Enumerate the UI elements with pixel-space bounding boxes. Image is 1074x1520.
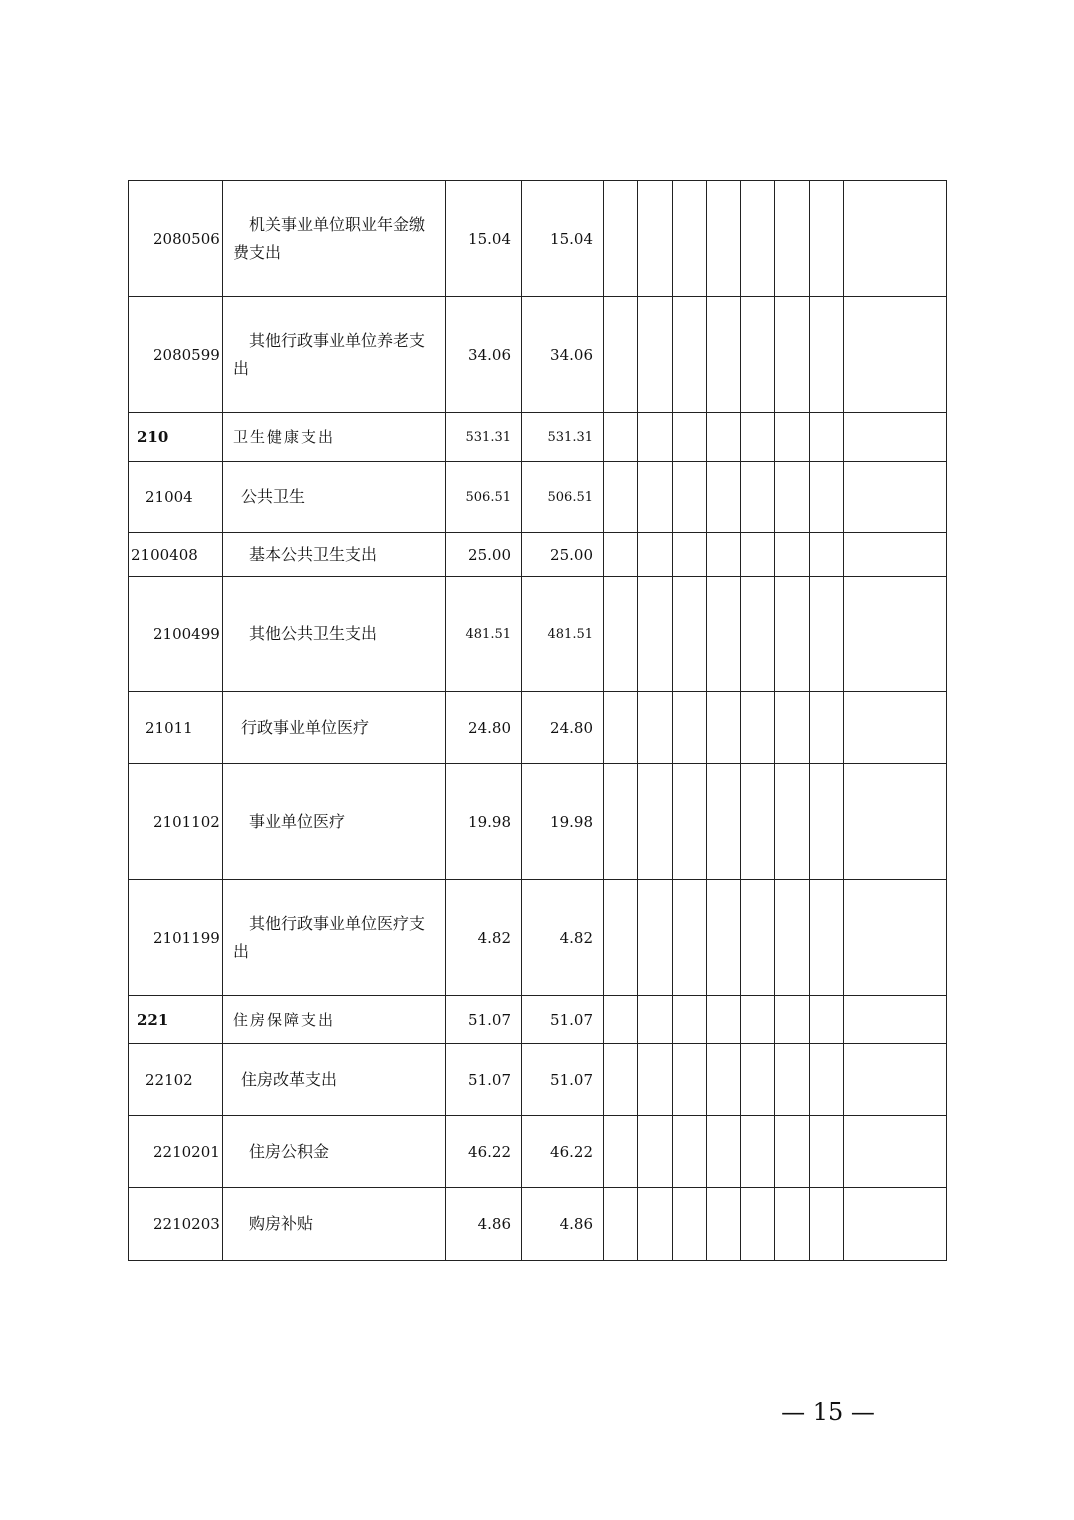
row-value: 34.06 <box>522 297 604 413</box>
empty-cell <box>638 533 673 577</box>
row-name: 事业单位医疗 <box>223 764 446 880</box>
empty-cell <box>844 996 947 1044</box>
row-name: 购房补贴 <box>223 1188 446 1261</box>
row-code: 210 <box>129 413 223 462</box>
empty-cell <box>810 533 844 577</box>
row-name: 基本公共卫生支出 <box>223 533 446 577</box>
empty-cell <box>604 1188 638 1261</box>
row-value: 19.98 <box>446 764 522 880</box>
empty-cell <box>810 692 844 764</box>
table-row <box>129 996 947 1044</box>
empty-cell <box>810 462 844 533</box>
empty-cell <box>707 577 741 692</box>
row-code: 2100499 <box>129 577 223 692</box>
empty-cell <box>707 1188 741 1261</box>
empty-cell <box>707 1116 741 1188</box>
empty-cell <box>673 1116 707 1188</box>
table-row <box>129 1116 947 1188</box>
page-number: — 15 — <box>781 1398 875 1426</box>
empty-cell <box>673 297 707 413</box>
empty-cell <box>810 1044 844 1116</box>
empty-cell <box>775 577 810 692</box>
row-name: 机关事业单位职业年金缴费支出 <box>223 181 446 297</box>
empty-cell <box>844 880 947 996</box>
row-name: 其他公共卫生支出 <box>223 577 446 692</box>
empty-cell <box>673 880 707 996</box>
budget-table-container <box>128 180 946 1261</box>
empty-cell <box>844 533 947 577</box>
table-row <box>129 577 947 692</box>
table-row <box>129 181 947 297</box>
empty-cell <box>673 1188 707 1261</box>
empty-cell <box>741 297 775 413</box>
empty-cell <box>707 413 741 462</box>
row-value: 531.31 <box>446 413 522 462</box>
empty-cell <box>707 533 741 577</box>
empty-cell <box>673 764 707 880</box>
row-value: 481.51 <box>522 577 604 692</box>
row-value: 481.51 <box>446 577 522 692</box>
row-value: 531.31 <box>522 413 604 462</box>
row-value: 25.00 <box>446 533 522 577</box>
empty-cell <box>604 413 638 462</box>
empty-cell <box>741 413 775 462</box>
row-value: 19.98 <box>522 764 604 880</box>
empty-cell <box>844 297 947 413</box>
empty-cell <box>707 1044 741 1116</box>
row-value: 51.07 <box>522 1044 604 1116</box>
row-name: 其他行政事业单位医疗支出 <box>223 880 446 996</box>
row-value: 24.80 <box>446 692 522 764</box>
empty-cell <box>707 880 741 996</box>
row-value: 4.86 <box>522 1188 604 1261</box>
row-value: 46.22 <box>446 1116 522 1188</box>
empty-cell <box>775 413 810 462</box>
empty-cell <box>844 413 947 462</box>
row-name: 住房改革支出 <box>223 1044 446 1116</box>
row-code: 2101199 <box>129 880 223 996</box>
empty-cell <box>604 462 638 533</box>
row-code: 21011 <box>129 692 223 764</box>
empty-cell <box>844 692 947 764</box>
empty-cell <box>741 996 775 1044</box>
empty-cell <box>638 1044 673 1116</box>
empty-cell <box>741 1044 775 1116</box>
row-value: 506.51 <box>522 462 604 533</box>
empty-cell <box>810 1188 844 1261</box>
empty-cell <box>638 297 673 413</box>
empty-cell <box>741 577 775 692</box>
row-code: 21004 <box>129 462 223 533</box>
empty-cell <box>638 1116 673 1188</box>
empty-cell <box>741 1188 775 1261</box>
table-row <box>129 462 947 533</box>
empty-cell <box>604 181 638 297</box>
empty-cell <box>775 996 810 1044</box>
row-value: 506.51 <box>446 462 522 533</box>
table-row <box>129 533 947 577</box>
empty-cell <box>638 692 673 764</box>
empty-cell <box>844 181 947 297</box>
empty-cell <box>844 1044 947 1116</box>
row-name: 住房公积金 <box>223 1116 446 1188</box>
empty-cell <box>844 764 947 880</box>
empty-cell <box>638 577 673 692</box>
table-row <box>129 692 947 764</box>
empty-cell <box>604 764 638 880</box>
row-value: 51.07 <box>446 1044 522 1116</box>
budget-table <box>128 180 947 1261</box>
row-code: 2080506 <box>129 181 223 297</box>
row-value: 15.04 <box>522 181 604 297</box>
empty-cell <box>673 462 707 533</box>
row-name: 公共卫生 <box>223 462 446 533</box>
empty-cell <box>844 462 947 533</box>
row-value: 46.22 <box>522 1116 604 1188</box>
empty-cell <box>707 996 741 1044</box>
empty-cell <box>638 996 673 1044</box>
row-name: 住房保障支出 <box>223 996 446 1044</box>
empty-cell <box>604 1116 638 1188</box>
empty-cell <box>707 692 741 764</box>
row-value: 51.07 <box>522 996 604 1044</box>
empty-cell <box>673 181 707 297</box>
empty-cell <box>844 1188 947 1261</box>
table-row <box>129 764 947 880</box>
empty-cell <box>638 1188 673 1261</box>
row-value: 51.07 <box>446 996 522 1044</box>
row-value: 34.06 <box>446 297 522 413</box>
empty-cell <box>775 764 810 880</box>
table-row <box>129 1044 947 1116</box>
empty-cell <box>775 297 810 413</box>
row-code: 2210203 <box>129 1188 223 1261</box>
table-row <box>129 880 947 996</box>
empty-cell <box>775 692 810 764</box>
row-code: 2101102 <box>129 764 223 880</box>
empty-cell <box>707 764 741 880</box>
empty-cell <box>741 181 775 297</box>
empty-cell <box>604 577 638 692</box>
empty-cell <box>810 996 844 1044</box>
empty-cell <box>810 764 844 880</box>
empty-cell <box>741 1116 775 1188</box>
row-value: 4.86 <box>446 1188 522 1261</box>
row-value: 4.82 <box>522 880 604 996</box>
row-name: 卫生健康支出 <box>223 413 446 462</box>
empty-cell <box>638 181 673 297</box>
empty-cell <box>604 692 638 764</box>
empty-cell <box>604 880 638 996</box>
empty-cell <box>707 297 741 413</box>
empty-cell <box>673 577 707 692</box>
empty-cell <box>775 1116 810 1188</box>
empty-cell <box>707 462 741 533</box>
empty-cell <box>741 533 775 577</box>
row-value: 15.04 <box>446 181 522 297</box>
table-row <box>129 413 947 462</box>
empty-cell <box>638 764 673 880</box>
empty-cell <box>844 1116 947 1188</box>
empty-cell <box>810 577 844 692</box>
empty-cell <box>741 880 775 996</box>
empty-cell <box>810 880 844 996</box>
empty-cell <box>673 413 707 462</box>
row-code: 2100408 <box>129 533 223 577</box>
empty-cell <box>844 577 947 692</box>
empty-cell <box>775 880 810 996</box>
empty-cell <box>775 1188 810 1261</box>
row-code: 221 <box>129 996 223 1044</box>
empty-cell <box>775 462 810 533</box>
empty-cell <box>604 996 638 1044</box>
empty-cell <box>741 692 775 764</box>
empty-cell <box>741 764 775 880</box>
table-row <box>129 1188 947 1261</box>
empty-cell <box>638 462 673 533</box>
row-code: 2080599 <box>129 297 223 413</box>
table-row <box>129 297 947 413</box>
row-value: 24.80 <box>522 692 604 764</box>
empty-cell <box>673 692 707 764</box>
empty-cell <box>673 996 707 1044</box>
row-code: 2210201 <box>129 1116 223 1188</box>
row-name: 其他行政事业单位养老支出 <box>223 297 446 413</box>
empty-cell <box>638 413 673 462</box>
row-code: 22102 <box>129 1044 223 1116</box>
row-name: 行政事业单位医疗 <box>223 692 446 764</box>
row-value: 4.82 <box>446 880 522 996</box>
empty-cell <box>810 413 844 462</box>
empty-cell <box>810 297 844 413</box>
empty-cell <box>707 181 741 297</box>
empty-cell <box>604 297 638 413</box>
empty-cell <box>604 533 638 577</box>
empty-cell <box>775 181 810 297</box>
empty-cell <box>810 181 844 297</box>
row-value: 25.00 <box>522 533 604 577</box>
empty-cell <box>741 462 775 533</box>
empty-cell <box>775 1044 810 1116</box>
empty-cell <box>673 533 707 577</box>
empty-cell <box>775 533 810 577</box>
empty-cell <box>673 1044 707 1116</box>
empty-cell <box>810 1116 844 1188</box>
empty-cell <box>604 1044 638 1116</box>
empty-cell <box>638 880 673 996</box>
